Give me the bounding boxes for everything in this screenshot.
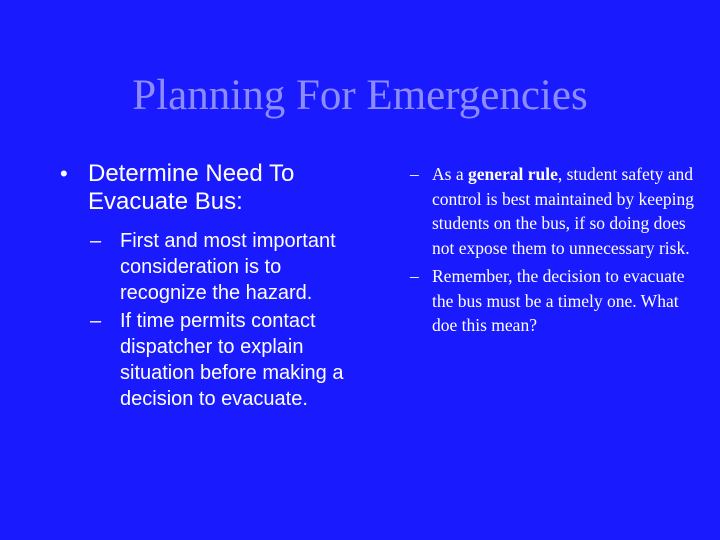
bullet-icon: • — [60, 161, 68, 186]
sub-bullet-item — [90, 308, 360, 412]
main-bullet-text: Determine Need To Evacuate Bus: — [88, 160, 295, 215]
dash-icon: – — [90, 230, 102, 252]
right-bullet-suffix: , student safety and control is best maintained by keeping students on the bus, if so doing does not expose them to unnecessary risk. — [432, 164, 694, 258]
sub-bullet-text: First and most important consideration is to recognize the hazard. — [120, 230, 336, 304]
slide-title: Planning For Emergencies — [132, 72, 588, 119]
right-bullet-text: Remember, the decision to evacuate the bus must be a timely one. What doe this mean? — [432, 266, 685, 335]
dash-icon: – — [410, 266, 419, 286]
right-column — [410, 162, 695, 342]
right-bullet-bold: general rule — [467, 164, 558, 184]
sub-bullet-list — [60, 228, 360, 412]
sub-bullet-item — [90, 228, 360, 306]
right-bullet-prefix: As a — [432, 164, 468, 184]
sub-bullet-text: If time permits contact dispatcher to explain situation before making a decision to evacuate. — [120, 310, 344, 410]
dash-icon: – — [90, 310, 102, 332]
right-bullet-item — [410, 264, 695, 338]
dash-icon: – — [410, 164, 419, 184]
left-column — [60, 160, 360, 414]
main-bullet — [60, 160, 360, 216]
right-bullet-item — [410, 162, 695, 260]
